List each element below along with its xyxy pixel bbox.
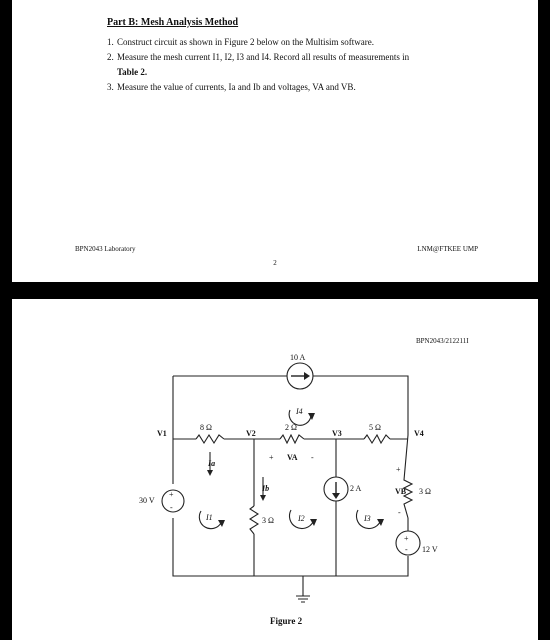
mesh-i3-label: I3 xyxy=(364,514,371,523)
mesh-i1-label: I1 xyxy=(206,513,213,522)
footer-left: BPN2043 Laboratory xyxy=(75,245,136,253)
label-5ohm: 5 Ω xyxy=(369,423,381,432)
polarity-vb-minus: - xyxy=(398,508,401,517)
resistor-3ohm-middle-icon xyxy=(250,506,258,534)
voltage-vb-label: VB xyxy=(395,487,407,496)
node-v3: V3 xyxy=(332,429,342,438)
label-2a: 2 A xyxy=(350,484,362,493)
label-30v: 30 V xyxy=(139,496,155,505)
figure-caption: Figure 2 xyxy=(270,616,303,626)
polarity-12v-minus: - xyxy=(405,545,408,554)
resistor-5ohm-icon xyxy=(364,435,390,443)
instruction-step-2: 2. Measure the mesh current I1, I2, I3 and I4. Record all results of measurements in xyxy=(107,52,410,62)
polarity-va-minus: - xyxy=(311,453,314,462)
current-ib-label: Ib xyxy=(262,484,270,493)
instruction-step-2-continuation: Table 2. xyxy=(117,67,148,77)
instruction-step-3: 3. Measure the value of currents, Ia and Ib and voltages, VA and VB. xyxy=(107,82,356,92)
instruction-step-1: 1. Construct circuit as shown in Figure 2 below on the Multisim software. xyxy=(107,37,374,47)
label-10a: 10 A xyxy=(290,353,306,362)
ground-icon xyxy=(296,596,310,602)
polarity-30v-minus: - xyxy=(170,503,173,512)
mesh-i2-label: I2 xyxy=(298,514,305,523)
node-v4: V4 xyxy=(414,429,424,438)
wire-left-bottom xyxy=(173,376,408,576)
polarity-30v-plus: + xyxy=(169,490,174,499)
page-number: 2 xyxy=(273,259,277,267)
document-id: BPN2043/212211I xyxy=(416,337,469,345)
resistor-8ohm-icon xyxy=(196,435,224,443)
polarity-12v-plus: + xyxy=(404,534,409,543)
polarity-va-plus: + xyxy=(269,453,274,462)
resistor-2ohm-icon xyxy=(280,435,304,443)
voltage-va-label: VA xyxy=(287,453,298,462)
mesh-i4-label: I4 xyxy=(296,407,303,416)
node-v2: V2 xyxy=(246,429,256,438)
label-2ohm: 2 Ω xyxy=(285,423,297,432)
resistor-3ohm-right-icon xyxy=(404,435,412,518)
label-3ohm-middle: 3 Ω xyxy=(262,516,274,525)
label-8ohm: 8 Ω xyxy=(200,423,212,432)
label-12v: 12 V xyxy=(422,545,438,554)
section-heading: Part B: Mesh Analysis Method xyxy=(107,17,239,28)
footer-right: LNM@FTKEE UMP xyxy=(417,245,478,253)
label-3ohm-right: 3 Ω xyxy=(419,487,431,496)
node-v1: V1 xyxy=(157,429,167,438)
polarity-vb-plus: + xyxy=(396,465,401,474)
current-ia-label: Ia xyxy=(208,459,216,468)
